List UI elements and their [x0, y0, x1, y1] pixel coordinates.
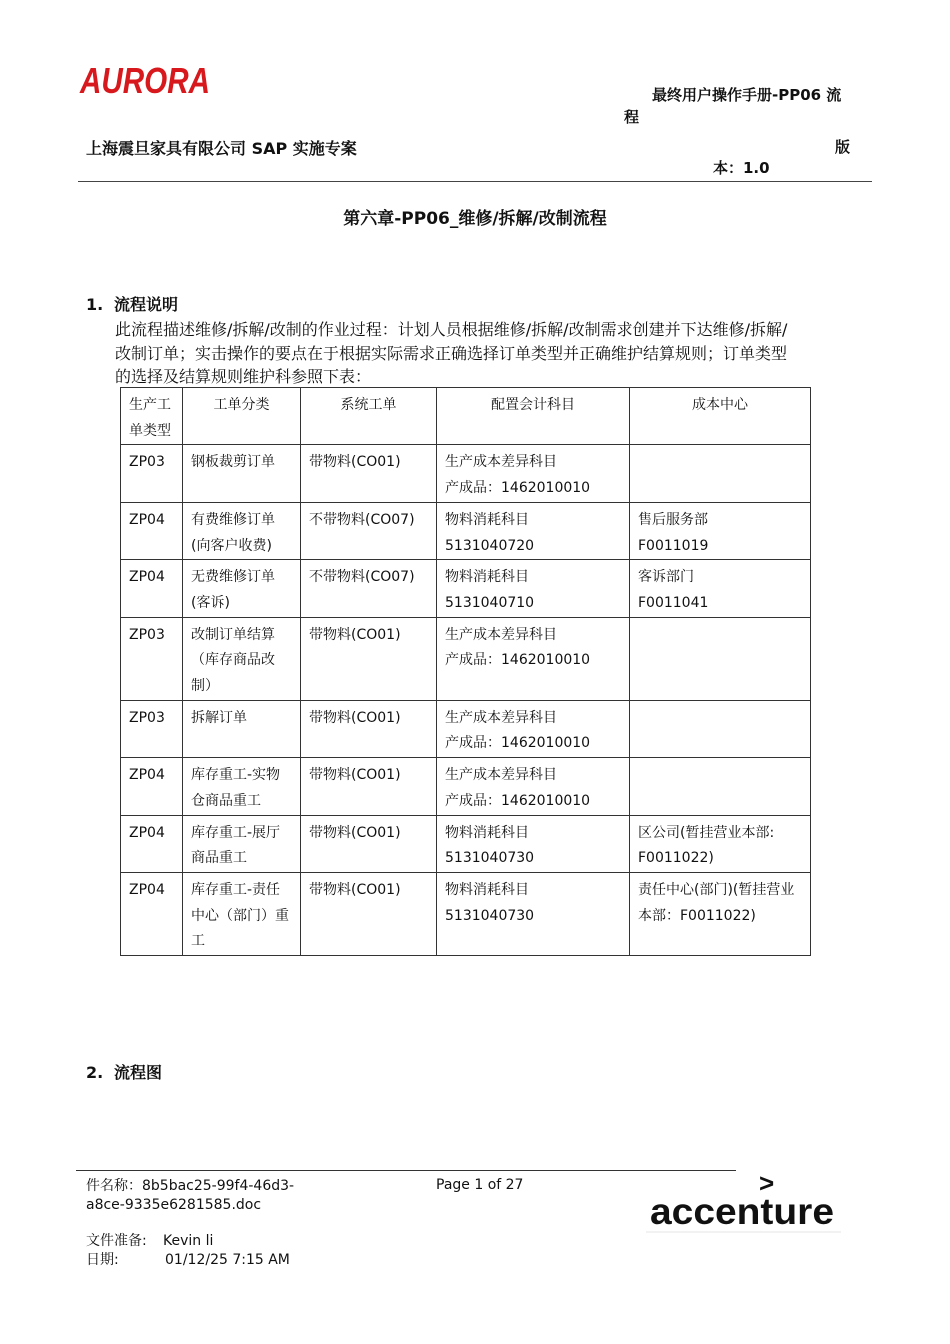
table-cell: 拆解订单: [183, 700, 301, 757]
file-name-line: 件名称：8b5bac25-99f4-46d3-: [86, 1178, 295, 1194]
table-cell: ZP04: [121, 502, 183, 559]
table-cell: 带物料(CO01): [301, 758, 437, 815]
table-cell: ZP03: [121, 700, 183, 757]
prepared-value: Kevin li: [163, 1233, 214, 1249]
table-row: [121, 815, 811, 872]
prepared-by: [86, 1232, 214, 1251]
section-title: 流程说明: [114, 295, 179, 314]
section-number: 1.: [86, 295, 104, 314]
table-cell: 钢板裁剪订单: [183, 445, 301, 502]
table-cell: 物料消耗科目 5131040730: [437, 872, 630, 955]
table-row: [121, 445, 811, 502]
table-cell: 物料消耗科目 5131040730: [437, 815, 630, 872]
table-cell: [630, 700, 811, 757]
intro-line: 此流程描述维修/拆解/改制的作业过程：计划人员根据维修/拆解/改制需求创建并下达维修/拆解/: [115, 320, 788, 339]
table-cell: 不带物料(CO07): [301, 560, 437, 617]
intro-line: 改制订单；实击操作的要点在于根据实际需求正确选择订单类型并正确维护结算规则；订单类型: [115, 343, 788, 363]
manual-title: 最终用户操作手册-PP06 流: [652, 86, 842, 104]
table-row: [121, 700, 811, 757]
table-cell: 带物料(CO01): [301, 445, 437, 502]
aurora-logo: [80, 60, 215, 100]
table-header-row: [121, 388, 811, 445]
version-value: 本：1.0: [713, 159, 770, 177]
table-cell: [630, 617, 811, 700]
table-cell: 物料消耗科目 5131040720: [437, 502, 630, 559]
section-1-heading: [86, 292, 178, 315]
file-name-line: a8ce-9335e6281585.doc: [86, 1197, 262, 1213]
table-cell: [630, 445, 811, 502]
header-divider: [78, 181, 872, 182]
table-cell: 生产成本差异科目 产成品：1462010010: [437, 758, 630, 815]
table-cell: 库存重工-展厅 商品重工: [183, 815, 301, 872]
process-description: [115, 318, 857, 389]
company-name: 上海震旦家具有限公司 SAP 实施专案: [86, 139, 357, 158]
table-row: [121, 502, 811, 559]
table-cell: ZP04: [121, 815, 183, 872]
aurora-logo-text: AURORA: [79, 60, 210, 101]
table-cell: 生产成本差异科目 产成品：1462010010: [437, 617, 630, 700]
header-cell: 系统工单: [301, 388, 437, 445]
table-row: [121, 560, 811, 617]
table-cell: 带物料(CO01): [301, 872, 437, 955]
prepared-label: 文件准备:: [86, 1233, 147, 1249]
table-cell: 无费维修订单 (客诉): [183, 560, 301, 617]
header-cell: 成本中心: [630, 388, 811, 445]
date-label: 日期:: [86, 1252, 119, 1268]
table-cell: ZP04: [121, 872, 183, 955]
header-cell: 配置会计科目: [437, 388, 630, 445]
version-label: 版: [835, 138, 851, 156]
table-cell: 客诉部门 F0011041: [630, 560, 811, 617]
section-number: 2.: [86, 1063, 104, 1082]
table-cell: 库存重工-实物 仓商品重工: [183, 758, 301, 815]
table-cell: ZP04: [121, 758, 183, 815]
chapter-title: 第六章-PP06_维修/拆解/改制流程: [343, 209, 607, 229]
section-2-heading: [86, 1060, 162, 1083]
file-name: [86, 1177, 336, 1215]
accenture-logo-text: accenture: [650, 1191, 834, 1232]
header-cell: 工单分类: [183, 388, 301, 445]
table-row: [121, 872, 811, 955]
table-cell: 带物料(CO01): [301, 617, 437, 700]
date-value: 01/12/25 7:15 AM: [165, 1252, 290, 1268]
order-type-table: [120, 387, 811, 956]
accenture-logo: [646, 1170, 841, 1234]
table-row: [121, 617, 811, 700]
manual-title-cont: 程: [624, 108, 640, 126]
table-cell: ZP04: [121, 560, 183, 617]
table-cell: ZP03: [121, 445, 183, 502]
accenture-mark: >: [759, 1168, 775, 1198]
table-cell: 生产成本差异科目 产成品：1462010010: [437, 700, 630, 757]
table-cell: 不带物料(CO07): [301, 502, 437, 559]
page-number: Page 1 of 27: [436, 1177, 524, 1193]
table-cell: 售后服务部 F0011019: [630, 502, 811, 559]
table-cell: [630, 758, 811, 815]
table-cell: 带物料(CO01): [301, 700, 437, 757]
footer-divider: [76, 1170, 736, 1171]
table-cell: ZP03: [121, 617, 183, 700]
table-cell: 生产成本差异科目 产成品：1462010010: [437, 445, 630, 502]
table-cell: 责任中心(部门)(暂挂营业 本部：F0011022): [630, 872, 811, 955]
section-title: 流程图: [114, 1063, 163, 1082]
header-cell: 生产工单类型: [121, 388, 183, 445]
table-cell: 库存重工-责任 中心（部门）重 工: [183, 872, 301, 955]
table-cell: 带物料(CO01): [301, 815, 437, 872]
table-cell: 改制订单结算 （库存商品改 制）: [183, 617, 301, 700]
intro-line: 的选择及结算规则维护科参照下表：: [115, 367, 372, 386]
table-cell: 物料消耗科目 5131040710: [437, 560, 630, 617]
table-row: [121, 758, 811, 815]
table-cell: 有费维修订单 (向客户收费): [183, 502, 301, 559]
table-cell: 区公司(暂挂营业本部: F0011022): [630, 815, 811, 872]
document-date: [86, 1251, 290, 1270]
